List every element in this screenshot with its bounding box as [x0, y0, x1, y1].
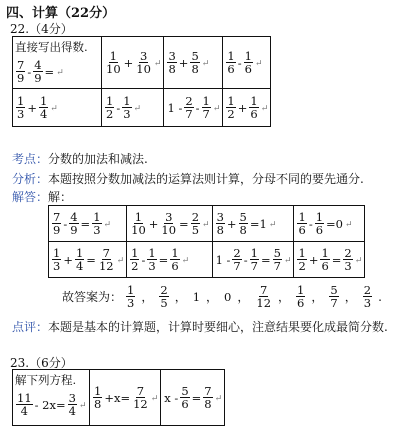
- fraction: [130, 211, 147, 236]
- numerator: 7: [17, 58, 25, 72]
- return-mark: ↵: [214, 394, 223, 404]
- math-text: =: [191, 390, 202, 405]
- math-operator: +: [178, 55, 189, 70]
- fraction: [315, 211, 324, 236]
- q22-expr: [225, 95, 268, 120]
- math-text: x -: [164, 390, 179, 405]
- numerator: 1: [94, 383, 102, 398]
- numerator: 5: [330, 283, 338, 297]
- numerator: 1: [227, 93, 235, 108]
- fraction: [184, 95, 193, 120]
- numerator: 1: [93, 209, 101, 224]
- q22-expr: [15, 59, 99, 84]
- return-mark: ↵: [116, 256, 125, 266]
- sol-expr: [296, 247, 362, 272]
- answer-value: 1: [192, 289, 201, 304]
- denominator: 2: [131, 259, 139, 273]
- math-text: +x=: [104, 390, 131, 405]
- denominator: 3: [93, 223, 101, 237]
- denominator: 8: [216, 223, 224, 237]
- fraction: [98, 247, 115, 272]
- denominator: 2: [106, 107, 114, 121]
- fraction: [191, 211, 200, 236]
- fraction: [68, 392, 77, 417]
- q22-cell-1-4: [223, 37, 271, 89]
- numerator: 4: [34, 58, 42, 72]
- denominator: 3: [148, 259, 156, 273]
- numerator: 1: [131, 245, 139, 260]
- numerator: 1: [227, 48, 235, 63]
- numerator: 5: [191, 48, 199, 63]
- denominator: 6: [181, 397, 189, 411]
- denominator: 6: [227, 62, 235, 76]
- fraction: [16, 59, 25, 84]
- denominator: 7: [273, 259, 281, 273]
- dianping-line: [12, 318, 388, 335]
- equals-sign: =: [158, 252, 169, 267]
- equals-sign: =1: [249, 216, 267, 231]
- numerator: 1: [298, 245, 306, 260]
- fraction: [170, 247, 179, 272]
- numerator: 5: [273, 245, 281, 260]
- q22-table: [12, 36, 271, 127]
- dianping-label: 点评：: [12, 320, 49, 334]
- equals-sign: =: [331, 252, 342, 267]
- fraction: [363, 284, 372, 309]
- answer-line: [62, 284, 384, 309]
- denominator: 9: [17, 71, 25, 86]
- denominator: 8: [191, 62, 199, 76]
- sol-expr: [129, 247, 209, 272]
- math-operator: -: [237, 55, 242, 70]
- sol-cell-1-3: [212, 206, 294, 242]
- fraction: [343, 247, 352, 272]
- fraction: [159, 284, 168, 309]
- numerator: 2: [344, 245, 352, 260]
- kaodian-label: 考点：: [12, 152, 49, 166]
- q23-eq: [163, 385, 222, 410]
- section-title: 四、计算（22分）: [6, 6, 116, 21]
- denominator: 8: [94, 397, 102, 411]
- q22-cell-1-2: [102, 37, 164, 89]
- numerator: 1: [148, 245, 156, 260]
- return-mark: ↵: [78, 401, 87, 412]
- fraction: [244, 50, 253, 75]
- numerator: 1: [250, 245, 258, 260]
- equals-sign: =: [44, 64, 55, 79]
- denominator: 7: [233, 259, 241, 273]
- denominator: 12: [133, 397, 148, 411]
- denominator: 8: [239, 223, 247, 237]
- sol-cell-2-2: [127, 242, 212, 278]
- fraction: [320, 247, 329, 272]
- numerator: 2: [185, 93, 193, 108]
- numerator: 1: [202, 93, 210, 108]
- denominator: 6: [171, 259, 179, 273]
- fraction: [255, 284, 272, 309]
- denominator: 3: [123, 107, 131, 121]
- sol-expr: [296, 211, 362, 236]
- sol-cell-2-3: [212, 242, 294, 278]
- fraction: [297, 211, 306, 236]
- fraction: [297, 247, 306, 272]
- fraction: [130, 247, 139, 272]
- return-mark: ↵: [50, 104, 58, 114]
- q22-cell-2-2: [102, 89, 164, 127]
- denominator: 6: [315, 223, 324, 237]
- math-text: 1 -: [215, 252, 231, 267]
- denominator: 12: [256, 296, 272, 311]
- numerator: 11: [17, 391, 32, 405]
- answer-separator: ，: [141, 290, 154, 305]
- return-mark: ↵: [133, 104, 142, 114]
- q23-cell-2: [90, 370, 161, 426]
- fraction: [226, 95, 235, 120]
- fraction: [273, 247, 282, 272]
- denominator: 3: [17, 107, 25, 121]
- fraction: [147, 247, 156, 272]
- sol-cell-1-1: [49, 206, 127, 242]
- q22-cell-1-1: [13, 37, 102, 89]
- fraction: [52, 247, 61, 272]
- numerator: 7: [260, 283, 268, 297]
- denominator: 7: [330, 296, 338, 311]
- q22-cell-2-4: [223, 89, 271, 127]
- numerator: 5: [181, 383, 189, 398]
- q23-table: [12, 369, 225, 426]
- equals-sign: =: [86, 252, 96, 267]
- fraction: [296, 284, 305, 309]
- numerator: 1: [171, 245, 179, 260]
- q23-number: 23.（6分）: [10, 356, 73, 370]
- numerator: 1: [315, 209, 324, 224]
- sol-expr: [51, 211, 124, 236]
- equals-sign: =: [179, 216, 189, 231]
- denominator: 3: [363, 296, 372, 311]
- math-text: 1 -: [167, 100, 183, 115]
- kaodian-line: [12, 150, 148, 167]
- denominator: 4: [20, 404, 28, 419]
- numerator: 1: [75, 245, 84, 260]
- numerator: 1: [250, 93, 258, 108]
- denominator: 7: [250, 259, 258, 273]
- denominator: 7: [185, 107, 193, 121]
- fraction: [105, 50, 122, 75]
- fraction: [75, 247, 84, 272]
- denominator: 4: [68, 404, 76, 419]
- denominator: 9: [34, 71, 42, 86]
- return-mark: ↵: [150, 394, 159, 404]
- fraction: [180, 385, 189, 410]
- sol-cell-2-1: [49, 242, 127, 278]
- q22-number: 22.（4分）: [10, 22, 73, 36]
- denominator: 2: [227, 107, 235, 121]
- answer-label: 故答案为：: [62, 290, 123, 305]
- sol-cell-2-4: [294, 242, 365, 278]
- jieda-line: [12, 188, 72, 205]
- numerator: 2: [191, 209, 200, 224]
- fraction: [239, 211, 248, 236]
- return-mark: ↵: [212, 104, 221, 114]
- fraction: [92, 211, 101, 236]
- q23-cell-3: [161, 370, 225, 426]
- fraction: [167, 50, 176, 75]
- fraction: [69, 211, 78, 236]
- equals-sign: =: [80, 216, 91, 231]
- math-operator: -: [116, 100, 121, 115]
- denominator: 9: [53, 223, 61, 237]
- q22-cell-1-3: [164, 37, 223, 89]
- numerator: 3: [165, 209, 173, 224]
- sol-expr: [215, 211, 292, 236]
- numerator: 7: [102, 245, 110, 260]
- dianping-text: 本题是基本的计算题，计算时要细心，注意结果要化成最简分数.: [48, 320, 388, 334]
- denominator: 10: [161, 223, 177, 237]
- numerator: 1: [53, 245, 61, 260]
- math-operator: -: [308, 216, 313, 231]
- fraction: [329, 284, 338, 309]
- numerator: 2: [160, 283, 168, 297]
- fraction: [202, 95, 211, 120]
- q22-prompt: 直接写出得数.: [15, 40, 88, 54]
- math-text: - 2x=: [34, 397, 66, 412]
- fraction: [250, 247, 259, 272]
- return-mark: ↵: [283, 256, 292, 266]
- q23-eq: [92, 385, 158, 410]
- numerator: 7: [53, 209, 61, 224]
- q22-cell-2-3: [164, 89, 223, 127]
- fraction: [203, 385, 212, 410]
- kaodian-text: 分数的加法和减法.: [48, 152, 148, 166]
- numerator: 7: [136, 383, 145, 398]
- numerator: 2: [233, 245, 241, 260]
- numerator: 1: [123, 93, 131, 108]
- math-operator: +: [148, 216, 159, 231]
- fraction: [33, 59, 42, 84]
- math-operator: -: [141, 252, 146, 267]
- numerator: 3: [139, 48, 148, 63]
- q22-expr: [166, 50, 220, 75]
- answer-separator: ，: [237, 290, 250, 305]
- sol-expr: [51, 247, 124, 272]
- return-mark: ↵: [354, 256, 363, 266]
- math-operator: -: [63, 216, 68, 231]
- math-operator: -: [27, 64, 32, 79]
- return-mark: ↵: [153, 59, 162, 69]
- denominator: 8: [204, 397, 212, 411]
- fenxi-line: [12, 170, 364, 187]
- math-operator: +: [63, 252, 73, 267]
- fraction: [232, 247, 241, 272]
- fraction: [216, 211, 225, 236]
- denominator: 2: [298, 259, 306, 273]
- sol-expr: [215, 247, 292, 272]
- jieda-text: 解：: [48, 190, 73, 204]
- return-mark: ↵: [268, 220, 277, 230]
- answer-separator: .: [378, 289, 382, 304]
- numerator: 1: [127, 283, 135, 297]
- equals-sign: =: [260, 252, 271, 267]
- fraction: [160, 211, 177, 236]
- fraction: [190, 50, 199, 75]
- q23-eq: [15, 392, 87, 417]
- denominator: 10: [106, 62, 121, 76]
- numerator: 2: [363, 283, 372, 297]
- denominator: 7: [202, 107, 210, 121]
- sol-expr: [129, 211, 209, 236]
- denominator: 5: [191, 223, 200, 237]
- fraction: [126, 284, 135, 309]
- denominator: 4: [75, 259, 84, 273]
- math-operator: -: [243, 252, 248, 267]
- denominator: 6: [298, 223, 306, 237]
- q22-expr: [104, 50, 161, 75]
- denominator: 4: [39, 107, 48, 121]
- numerator: 1: [244, 48, 252, 63]
- denominator: 6: [297, 296, 305, 311]
- answer-separator: ，: [311, 290, 324, 305]
- q22-expr: [225, 50, 268, 75]
- fraction: [122, 95, 131, 120]
- math-operator: +: [226, 216, 237, 231]
- answer-separator: ，: [278, 290, 291, 305]
- denominator: 12: [98, 259, 114, 273]
- jieda-label: 解答：: [12, 190, 49, 204]
- denominator: 3: [53, 259, 61, 273]
- denominator: 3: [127, 296, 135, 311]
- q22-expr: [166, 95, 220, 120]
- fraction: [52, 211, 61, 236]
- fraction: [132, 385, 149, 410]
- fraction: [249, 95, 258, 120]
- return-mark: ↵: [254, 59, 263, 69]
- numerator: 3: [168, 48, 176, 63]
- q22-cell-2-1: [13, 89, 102, 127]
- q23-cell-1: [13, 370, 90, 426]
- return-mark: ↵: [201, 59, 210, 69]
- numerator: 4: [70, 209, 78, 224]
- return-mark: ↵: [202, 220, 210, 230]
- math-operator: +: [308, 252, 319, 267]
- fraction: [226, 50, 235, 75]
- math-operator: +: [237, 100, 248, 115]
- denominator: 5: [160, 296, 168, 311]
- denominator: 9: [70, 223, 78, 237]
- numerator: 1: [321, 245, 329, 260]
- numerator: 7: [204, 383, 212, 398]
- answer-value: 0: [224, 289, 232, 304]
- answer-separator: ，: [206, 290, 219, 305]
- numerator: 3: [216, 209, 224, 224]
- denominator: 3: [344, 259, 352, 273]
- return-mark: ↵: [260, 104, 269, 114]
- fenxi-text: 本题按照分数加减法的运算法则计算，分母不同的要先通分.: [48, 172, 364, 186]
- sol-cell-1-2: [127, 206, 212, 242]
- math-operator: +: [123, 55, 134, 70]
- math-operator: -: [195, 100, 200, 115]
- q22-expr: [15, 95, 99, 120]
- numerator: 3: [68, 391, 76, 405]
- numerator: 1: [17, 93, 25, 108]
- answer-items: [122, 283, 384, 311]
- fraction: [135, 50, 152, 75]
- return-mark: ↵: [181, 256, 190, 266]
- numerator: 1: [39, 93, 48, 108]
- numerator: 1: [109, 48, 117, 63]
- fraction: [39, 95, 48, 120]
- equals-sign: =0: [326, 216, 343, 231]
- fraction: [93, 385, 102, 410]
- math-operator: +: [27, 100, 37, 115]
- denominator: 6: [250, 107, 258, 121]
- fraction: [16, 95, 25, 120]
- denominator: 6: [244, 62, 252, 76]
- denominator: 10: [136, 62, 151, 76]
- numerator: 1: [134, 209, 143, 224]
- fraction: [16, 392, 33, 417]
- numerator: 1: [298, 209, 306, 224]
- solution-table: [48, 205, 365, 278]
- return-mark: ↵: [344, 220, 353, 230]
- return-mark: ↵: [56, 68, 64, 79]
- denominator: 6: [321, 259, 329, 273]
- return-mark: ↵: [103, 220, 112, 230]
- fenxi-label: 分析：: [12, 172, 49, 186]
- numerator: 5: [239, 209, 247, 224]
- numerator: 1: [297, 283, 305, 297]
- answer-separator: ，: [344, 290, 357, 305]
- q22-expr: [104, 95, 161, 120]
- denominator: 8: [168, 62, 176, 76]
- denominator: 10: [131, 223, 146, 237]
- numerator: 1: [106, 93, 114, 108]
- answer-separator: ，: [174, 290, 187, 305]
- fraction: [105, 95, 114, 120]
- q23-prompt: 解下列方程.: [15, 373, 77, 387]
- sol-cell-1-4: [294, 206, 365, 242]
